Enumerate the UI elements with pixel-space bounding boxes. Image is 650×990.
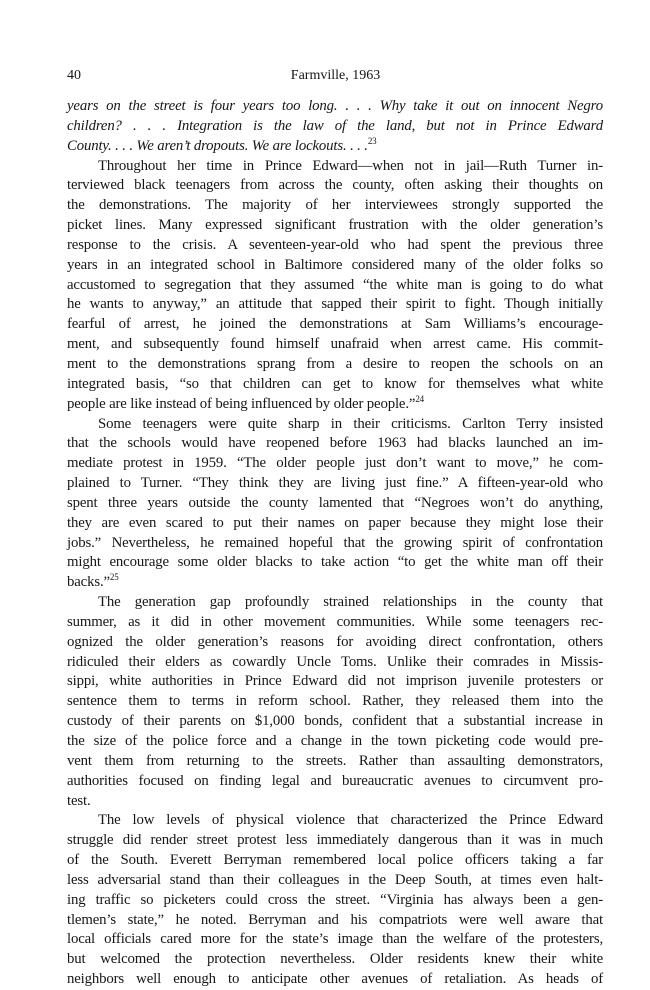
text-line [67,633,603,653]
text-line-content: the demonstrations. The majority of her interviewees strongly supported the [67,197,603,214]
text-line [67,415,603,435]
text-line-content: ment, and subsequently found himself unafraid when arrest came. His commit- [67,336,603,353]
paragraph [67,157,603,415]
text-line [67,970,603,990]
text-line-content: less adversarial stand than their colleagues in the Deep South, at times even halt- [67,871,603,888]
text-line-content: the size of the police force and a change in the town picketing code would pre- [67,733,603,749]
text-line-content: spent three years outside the county lamented that “Negroes won’t do anything, [67,494,603,511]
text-line-content: picket lines. Many expressed significant frustration with the older generation’s [67,217,603,234]
text-line [67,335,603,355]
text-line-content: he wants to anyway,” an attitude that sapped their spirit to fight. Though initially [67,296,603,313]
running-title: Farmville, 1963 [290,68,381,83]
text-line [67,375,603,395]
text-line [67,474,603,494]
text-line-content: custody of their parents on $1,000 bonds, confident that a substantial increase in [67,713,603,730]
text-line-content: but welcomed the protection nevertheless. Older residents knew their white [67,951,603,968]
text-line [67,831,603,851]
text-line-content: ing traffic so picketers could cross the street. “Virginia has always been a gen- [67,891,603,908]
text-line [67,295,603,315]
text-line [67,811,603,831]
text-line [67,315,603,335]
text-line [67,692,603,712]
text-line-content: The generation gap profoundly strained relationships in the county that [98,594,603,611]
text-line-content: mediate protest in 1959. “The older people just don’t want to move,” he com- [67,455,603,472]
text-line [67,216,603,236]
text-line-content: of the South. Everett Berryman remembered local police officers taking a far [67,852,603,869]
text-line-content: they are even scared to put their names on paper because they might lose their [67,514,603,531]
text-line-content: years on the street is four years too long. . . . Why take it out on innocent Negro [67,98,603,114]
text-line-content: Some teenagers were quite sharp in their criticisms. Carlton Terry insisted [98,415,603,432]
text-line [67,653,603,673]
text-line [67,752,603,772]
text-line-content: children? . . . Integration is the law of the land, but not in Prince Edward [67,117,603,134]
text-line-content: vent them from returning to the streets. Rather than assaulting demonstrators, [67,752,603,769]
text-line-content: response to the crisis. A seventeen-year-old who had spent the previous three [67,236,603,253]
body-text [67,97,603,990]
text-line-content: accustomed to segregation that they assumed “the white man is going to do what [67,276,603,293]
text-line-content: summer, as it did in other movement communities. While some teenagers rec- [67,613,603,630]
paragraph [67,593,603,811]
text-line [67,494,603,514]
text-line [67,157,603,177]
text-line [67,534,603,554]
text-line [67,514,603,534]
text-line [67,117,603,137]
text-line [67,355,603,375]
text-line [67,911,603,931]
text-line-content: struggle did render street protest less immediately dangerous than it was in much [67,832,603,849]
text-line [67,395,603,415]
text-line-content: County. . . . We aren’t dropouts. We are lockouts. . . . [67,137,368,154]
text-line-content: The low levels of physical violence that characterized the Prince Edward [98,812,603,829]
block-quote-continuation [67,97,603,157]
text-line-content: backs.” [67,574,110,591]
text-line [67,593,603,613]
text-line-content: that the schools would have reopened before 1963 had blacks launched an im- [67,435,603,452]
text-line-content: neighbors well enough to anticipate other avenues of retaliation. As heads of [67,971,603,988]
text-line [67,553,603,573]
paragraph [67,415,603,594]
footnote-marker: 25 [109,572,119,583]
text-line-content: sentence them to terms in reform school. Rather, they released them into the [67,693,603,710]
text-line [67,891,603,911]
text-line-content: ognized the older generation’s reasons for avoiding direct confrontation, others [67,633,603,650]
text-line-content: tlemen’s state,” he noted. Berryman and his compatriots were well aware that [67,911,603,928]
text-line [67,236,603,256]
text-line-content: ridiculed their elders as cowardly Uncle Toms. Unlike their comrades in Missis- [67,653,603,670]
text-line [67,851,603,871]
text-line-content: people are like instead of being influenced by older people.” [67,395,416,412]
text-line-content: test. [67,792,91,809]
text-line-content: integrated basis, “so that children can get to know for themselves what white [67,375,603,392]
paragraph [67,811,603,990]
footnote-marker: 24 [415,393,425,404]
text-line [67,454,603,474]
footnote-marker: 23 [367,135,377,146]
text-line [67,950,603,970]
text-line-content: jobs.” Nevertheless, he remained hopeful that the growing spirit of confrontation [67,534,603,551]
text-line [67,712,603,732]
text-line [67,792,603,812]
page-number: 40 [67,68,81,83]
text-line [67,196,603,216]
text-line [67,613,603,633]
text-line [67,573,603,593]
text-line [67,276,603,296]
text-line-content: plained to Turner. “They think they are living just fine.” A fifteen-year-old who [67,475,603,492]
text-line-content: sippi, white authorities in Prince Edward did not imprison juvenile protesters or [67,673,603,690]
text-line [67,772,603,792]
text-line [67,871,603,891]
text-line [67,930,603,950]
text-line [67,97,603,117]
text-line-content: might encourage some older blacks to take action “to get the white man off their [67,554,603,571]
text-line-content: authorities focused on finding legal and bureaucratic avenues to circumvent pro- [67,772,603,789]
text-line [67,256,603,276]
text-line-content: Throughout her time in Prince Edward—when not in jail—Ruth Turner in- [98,157,603,174]
text-line [67,732,603,752]
text-line-content: fearful of arrest, he joined the demonstrations at Sam Williams’s encourage- [67,316,603,333]
running-head [67,66,604,86]
text-line [67,672,603,692]
text-line [67,176,603,196]
text-line-content: local officials cared more for the state’s image than the welfare of the protesters, [67,931,603,948]
text-line-content: ment to the demonstrations sprang from a desire to reopen the schools on an [67,355,603,372]
text-line-content: years in an integrated school in Baltimore considered many of the older folks so [67,256,603,273]
text-line [67,434,603,454]
text-line-content: terviewed black teenagers from across the county, often asking their thoughts on [67,177,603,194]
text-line [67,137,603,157]
